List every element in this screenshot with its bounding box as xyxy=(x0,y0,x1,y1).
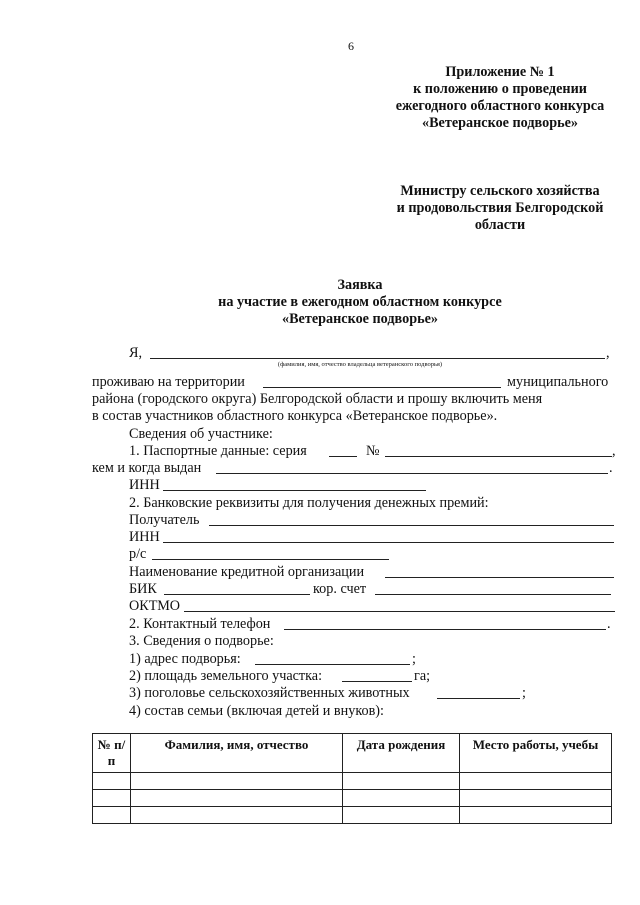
address-field-line[interactable] xyxy=(255,664,410,665)
table-header-birthdate: Дата рождения xyxy=(343,734,460,773)
area-field-line[interactable] xyxy=(342,681,412,682)
issued-period: . xyxy=(609,460,613,476)
appendix-line-2: к положению о проведении xyxy=(413,81,587,97)
table-cell[interactable] xyxy=(460,790,612,807)
family-table xyxy=(92,733,612,824)
addressee-line-2: и продовольствия Белгородской xyxy=(396,200,604,216)
table-cell[interactable] xyxy=(460,773,612,790)
table-cell[interactable] xyxy=(131,790,343,807)
issued-field-line[interactable] xyxy=(216,473,608,474)
inn-label: ИНН xyxy=(129,477,160,493)
ya-comma: , xyxy=(606,345,610,361)
oktmo-label: ОКТМО xyxy=(129,598,181,614)
appendix-line-3: ежегодного областного конкурса xyxy=(395,98,605,114)
table-row xyxy=(93,773,612,790)
bank-name-label: Наименование кредитной организации xyxy=(129,564,365,580)
table-cell[interactable] xyxy=(460,807,612,824)
farm-info-heading: 3. Сведения о подворье: xyxy=(129,633,274,649)
territory-field-line[interactable] xyxy=(263,387,501,388)
fio-hint: (фамилия, имя, отчество владельца ветеранского подворья) xyxy=(277,361,443,368)
table-cell[interactable] xyxy=(343,807,460,824)
table-header-workplace: Место работы, учебы xyxy=(460,734,612,773)
passport-comma: , xyxy=(612,443,616,459)
document-subtitle-2: «Ветеранское подворье» xyxy=(282,311,438,327)
paragraph-line-3: в состав участников областного конкурса «Ветеранское подворье». xyxy=(92,408,498,424)
recipient-field-line[interactable] xyxy=(209,525,614,526)
addressee-line-3: области xyxy=(474,217,526,233)
phone-field-line[interactable] xyxy=(284,629,606,630)
livestock-field-line[interactable] xyxy=(437,698,520,699)
corr-account-field-line[interactable] xyxy=(375,594,611,595)
passport-number-field[interactable] xyxy=(385,456,612,457)
area-label: 2) площадь земельного участка: xyxy=(129,668,323,684)
oktmo-field-line[interactable] xyxy=(184,611,615,612)
table-header-name: Фамилия, имя, отчество xyxy=(131,734,343,773)
page-number: 6 xyxy=(348,39,354,53)
ya-label: Я, xyxy=(129,345,143,361)
table-cell[interactable] xyxy=(343,773,460,790)
table-cell[interactable] xyxy=(93,773,131,790)
inn2-label: ИНН xyxy=(129,529,160,545)
appendix-line-1: Приложение № 1 xyxy=(445,64,555,80)
document-title: Заявка xyxy=(337,277,383,293)
family-label: 4) состав семьи (включая детей и внуков): xyxy=(129,703,384,719)
appendix-line-4: «Ветеранское подворье» xyxy=(422,115,578,131)
address-label: 1) адрес подворья: xyxy=(129,651,241,667)
address-semicolon: ; xyxy=(412,651,416,667)
bik-field-line[interactable] xyxy=(164,594,310,595)
phone-period: . xyxy=(607,616,611,632)
issued-label: кем и когда выдан xyxy=(92,460,202,476)
inn-field-line[interactable] xyxy=(163,490,426,491)
phone-label: 2. Контактный телефон xyxy=(129,616,271,632)
bank-name-field-line[interactable] xyxy=(385,577,614,578)
table-cell[interactable] xyxy=(131,773,343,790)
territory-suffix: муниципального xyxy=(507,374,609,390)
fio-field-line[interactable] xyxy=(150,358,605,359)
recipient-label: Получатель xyxy=(129,512,200,528)
paragraph-line-2: района (городского округа) Белгородской области и прошу включить меня xyxy=(92,391,543,407)
table-header-row xyxy=(93,734,612,773)
table-row xyxy=(93,807,612,824)
participant-info-heading: Сведения об участнике: xyxy=(129,426,273,442)
livestock-label: 3) поголовье сельскохозяйственных животных xyxy=(129,685,410,701)
addressee-line-1: Министру сельского хозяйства xyxy=(400,183,600,199)
table-cell[interactable] xyxy=(93,807,131,824)
area-unit: га; xyxy=(414,668,431,684)
account-label: р/с xyxy=(129,546,147,562)
territory-prefix: проживаю на территории xyxy=(92,374,245,390)
passport-number-sign: № xyxy=(366,443,380,459)
table-cell[interactable] xyxy=(131,807,343,824)
corr-account-label: кор. счет xyxy=(313,581,367,597)
passport-series-field[interactable] xyxy=(329,456,357,457)
table-cell[interactable] xyxy=(343,790,460,807)
passport-label: 1. Паспортные данные: серия xyxy=(129,443,307,459)
account-field-line[interactable] xyxy=(152,559,389,560)
table-header-number: № п/п xyxy=(93,734,131,773)
inn2-field-line[interactable] xyxy=(163,542,614,543)
table-row xyxy=(93,790,612,807)
table-cell[interactable] xyxy=(93,790,131,807)
bank-details-heading: 2. Банковские реквизиты для получения денежных премий: xyxy=(129,495,489,511)
livestock-semicolon: ; xyxy=(522,685,526,701)
document-subtitle-1: на участие в ежегодном областном конкурсе xyxy=(218,294,502,310)
bik-label: БИК xyxy=(129,581,157,597)
